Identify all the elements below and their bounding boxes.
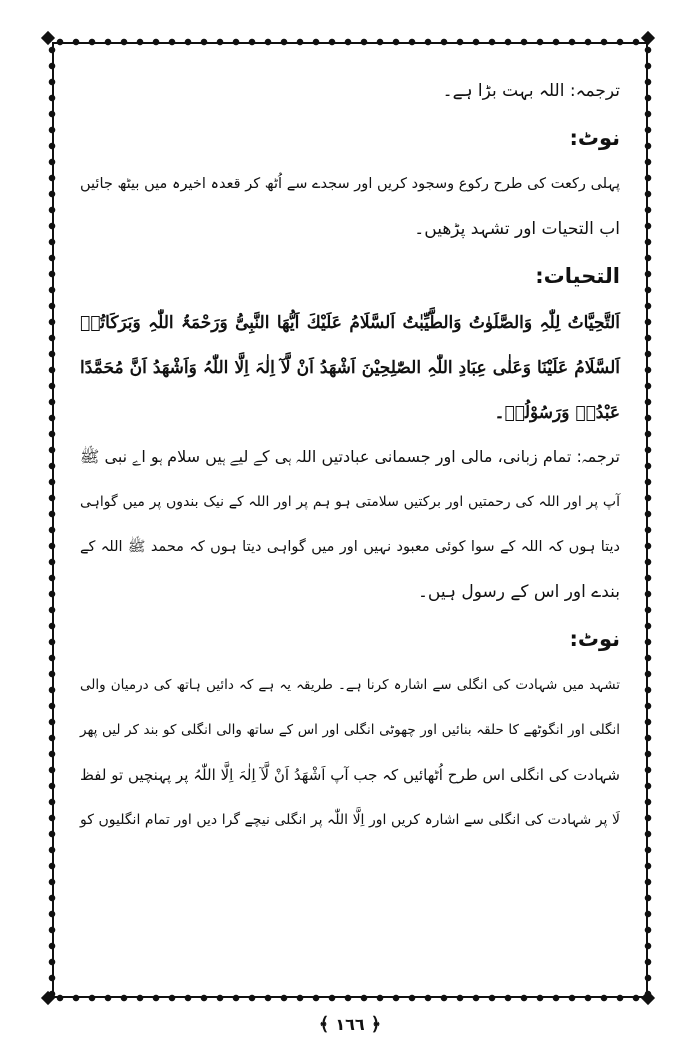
translation-line: ترجمہ: تمام زبانی، مالی اور جسمانی عبادتیں اللہ ہی کے لیے ہیں سلام ہو اے نبی ﷺ [80, 447, 620, 466]
ornate-bracket-right: ﴾ [318, 1014, 330, 1035]
arabic-line: عَبْدُہٗ وَرَسُوْلُہٗ۔ [494, 403, 620, 423]
tahiyyat-heading: التحیات: [535, 264, 620, 288]
body-line: تشہد میں شہادت کی انگلی سے اشارہ کرنا ہے۔ طریقہ یہ ہے کہ دائیں ہاتھ کی درمیان والی [80, 677, 620, 693]
page-content [80, 82, 620, 856]
ornate-bracket-left: ﴿ [370, 1014, 382, 1035]
page-number [0, 1014, 700, 1035]
arabic-line: اَلسَّلَامُ عَلَیْنَا وَعَلٰی عِبَادِ اللّٰہِ الصّٰلِحِیْنَ اَشْھَدُ اَنْ لَّآ اِلٰہَ اِلَّا اللّٰہُ وَاَشْھَدُ اَنَّ مُحَمَّدًا [80, 358, 620, 378]
arabic-line: اَلتَّحِیَّاتُ لِلّٰہِ وَالصَّلَوٰتُ وَالطَّیِّبٰتُ اَلسَّلَامُ عَلَیْكَ اَیُّھَا النَّبِیُّ وَرَحْمَۃُ اللّٰہِ وَبَرَكَاتُہٗ [80, 313, 620, 333]
translation-line: بندے اور اس کے رسول ہیں۔ [417, 582, 620, 602]
note-heading: نوٹ: [569, 126, 620, 150]
body-line: انگلی اور انگوٹھے کا حلقہ بنائیں اور چھوٹی انگلی اور اس کے ساتھ والی انگلی کو بند کر لیں پھر [80, 722, 620, 738]
body-line: پہلی رکعت کی طرح رکوع وسجود کریں اور سجدے سے اُٹھ کر قعدہ اخیرہ میں بیٹھ جائیں [80, 176, 620, 192]
body-line: شہادت کی انگلی اس طرح اُٹھائیں کہ جب آپ اَشْھَدُ اَنْ لَّآ اِلٰہَ اِلَّا اللّٰہُ پر پہنچیں تو لفظ [80, 766, 620, 784]
translation-line: آپ پر اور اللہ کی رحمتیں اور برکتیں سلامتی ہو ہم پر اور اللہ کے نیک بندوں پر میں گواہی [80, 494, 620, 510]
note-heading: نوٹ: [569, 627, 620, 651]
body-line: لَا پر شہادت کی انگلی سے اشارہ کریں اور اِلَّا اللّٰہ پر انگلی نیچے گرا دیں اور تمام انگلیوں کو [80, 812, 620, 828]
translation-line: ترجمہ: اللہ بہت بڑا ہے۔ [442, 81, 620, 101]
page-number-text: ١٦٦ [335, 1015, 365, 1034]
translation-line: دیتا ہوں کہ اللہ کے سوا کوئی معبود نہیں اور میں گواہی دیتا ہوں کہ محمد ﷺ اللہ کے [80, 539, 620, 555]
body-line: اب التحیات اور تشہد پڑھیں۔ [414, 219, 620, 239]
